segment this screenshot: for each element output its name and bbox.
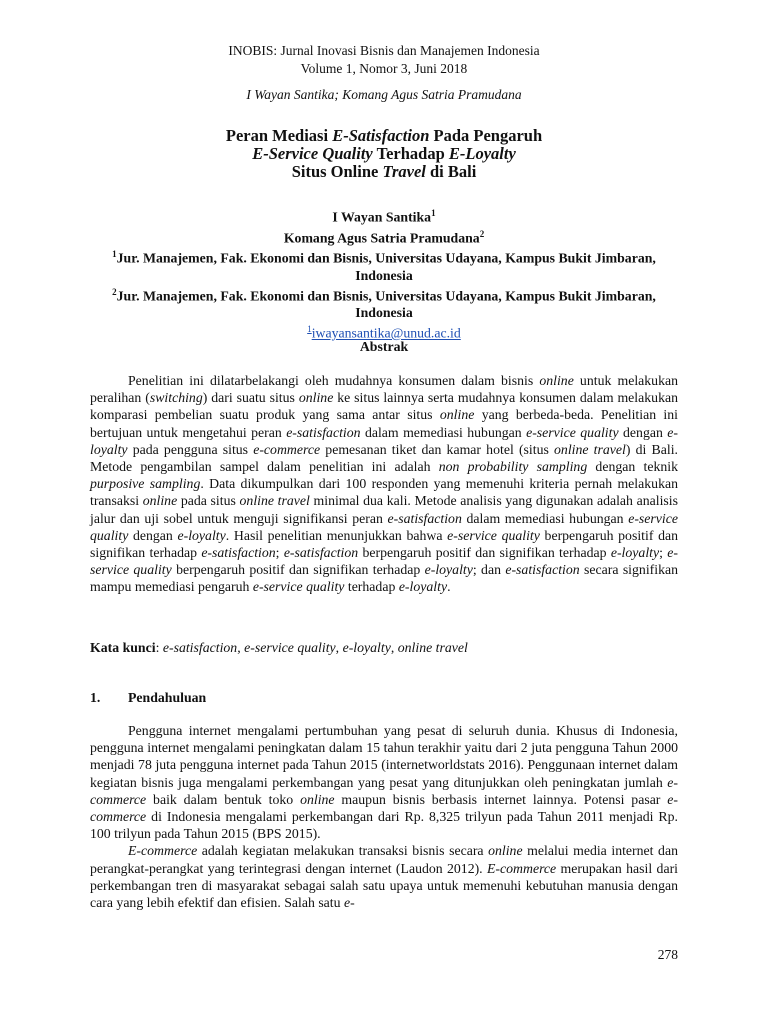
section-number: 1. [90,690,101,705]
title-line-2: E-Service Quality Terhadap E-Loyalty [252,144,516,163]
section-title: Pendahuluan [128,690,207,705]
author-block [90,205,678,342]
journal-name: INOBIS: Jurnal Inovasi Bisnis dan Manajemen Indonesia [228,43,540,58]
page-number: 278 [657,947,678,962]
journal-volume: Volume 1, Nomor 3, Juni 2018 [300,61,468,76]
email-line: $^1$iwayansantika@unud.ac.id [307,324,461,341]
abstract-body: Penelitian ini dilatarbelakangi oleh mudahnya konsumen dalam bisnis online untuk melakukan peralihan (switching) dari suatu situs online ke situs lainnya serta mudahnya konsumen dalam melakukan komparasi pembelian suatu produk yang sama antar situs online yang berbeda-beda. Penelitian ini bertujuan untuk mengetahui peran e-satisfaction dalam memediasi hubungan e-service quality dengan e-loyalty pada pengguna situs e-commerce pemesanan tiket dan kamar hotel (situs online travel) di Bali. Metode pengambilan sampel dalam penelitian ini adalah non probability sampling dengan teknik purposive sampling. Data dikumpulkan dari 100 responden yang memenuhi kriteria pernah melakukan transaksi online pada situs online travel minimal dua kali. Metode analisis yang digunakan adalah analisis jalur dan uji sobel untuk menguji signifikansi peran e-satisfaction dalam memediasi hubungan e-service quality dengan e-loyalty. Hasil penelitian menunjukkan bahwa e-service quality berpengaruh positif dan signifikan terhadap e-satisfaction; e-satisfaction berpengaruh positif dan signifikan terhadap e-loyalty; e-service quality berpengaruh positif dan signifikan terhadap e-loyalty; dan e-satisfaction secara signifikan mampu memediasi pengaruh e-service quality terhadap e-loyalty. [90,373,678,595]
title-line-1: Peran Mediasi E-Satisfaction Pada Pengaruh [225,126,543,145]
affiliation-1: $^1$Jur. Manajemen, Fak. Ekonomi dan Bisnis, Universitas Udayana, Kampus Bukit Jimbaran, Indonesia [112,249,656,283]
intro-paragraph-1: Pengguna internet mengalami pertumbuhan yang pesat di seluruh dunia. Khusus di Indonesia, pengguna internet mengalami peningkatan dalam 15 tahun terakhir yaitu dari 2 juta pengguna Tahun 2000 menjadi 78 juta pengguna internet pada Tahun 2015 (internetworldstats 2016). Penggunaan internet dalam kegiatan bisnis juga mengalami perkembangan yang pesat yang ditunjukkan oleh peningkatan jumlah e-commerce baik dalam bentuk toko online maupun bisnis berbasis internet lainnya. Potensi pasar e-commerce di Indonesia mengalami perkembangan dari Rp. 8,325 trilyun pada Tahun 2011 menjadi Rp. 100 trilyun pada Tahun 2015 (BPS 2015). [90,723,678,842]
email-link[interactable]: iwayansantika@unud.ac.id [311,325,461,341]
keywords-label: Kata kunci [90,640,156,655]
intro-paragraph-2: E-commerce adalah kegiatan melakukan transaksi bisnis secara online melalui media internet dan perangkat-perangkat yang terintegrasi dengan internet (Laudon 2012). E-commerce merupakan hasil dari perkembangan tren di masyarakat sebagai salah satu upaya untuk memenuhi kebutuhan manusia dengan cara yang lebih efektif dan efisien. Salah satu e- [90,843,678,911]
running-authors: I Wayan Santika; Komang Agus Satria Pramudana [246,87,522,102]
author-1: I Wayan Santika$^1$ [332,208,436,225]
introduction-body [90,722,678,911]
affiliation-2: $^2$Jur. Manajemen, Fak. Ekonomi dan Bisnis, Universitas Udayana, Kampus Bukit Jimbaran, Indonesia [112,286,656,321]
author-2: Komang Agus Satria Pramudana$^2$ [283,228,485,246]
keywords: Kata kunci: e-satisfaction, e-service quality, e-loyalty, online travel [90,640,468,655]
paper-title [0,127,768,181]
abstract-heading: Abstrak [359,339,409,354]
title-line-3: Situs Online Travel di Bali [291,162,477,181]
